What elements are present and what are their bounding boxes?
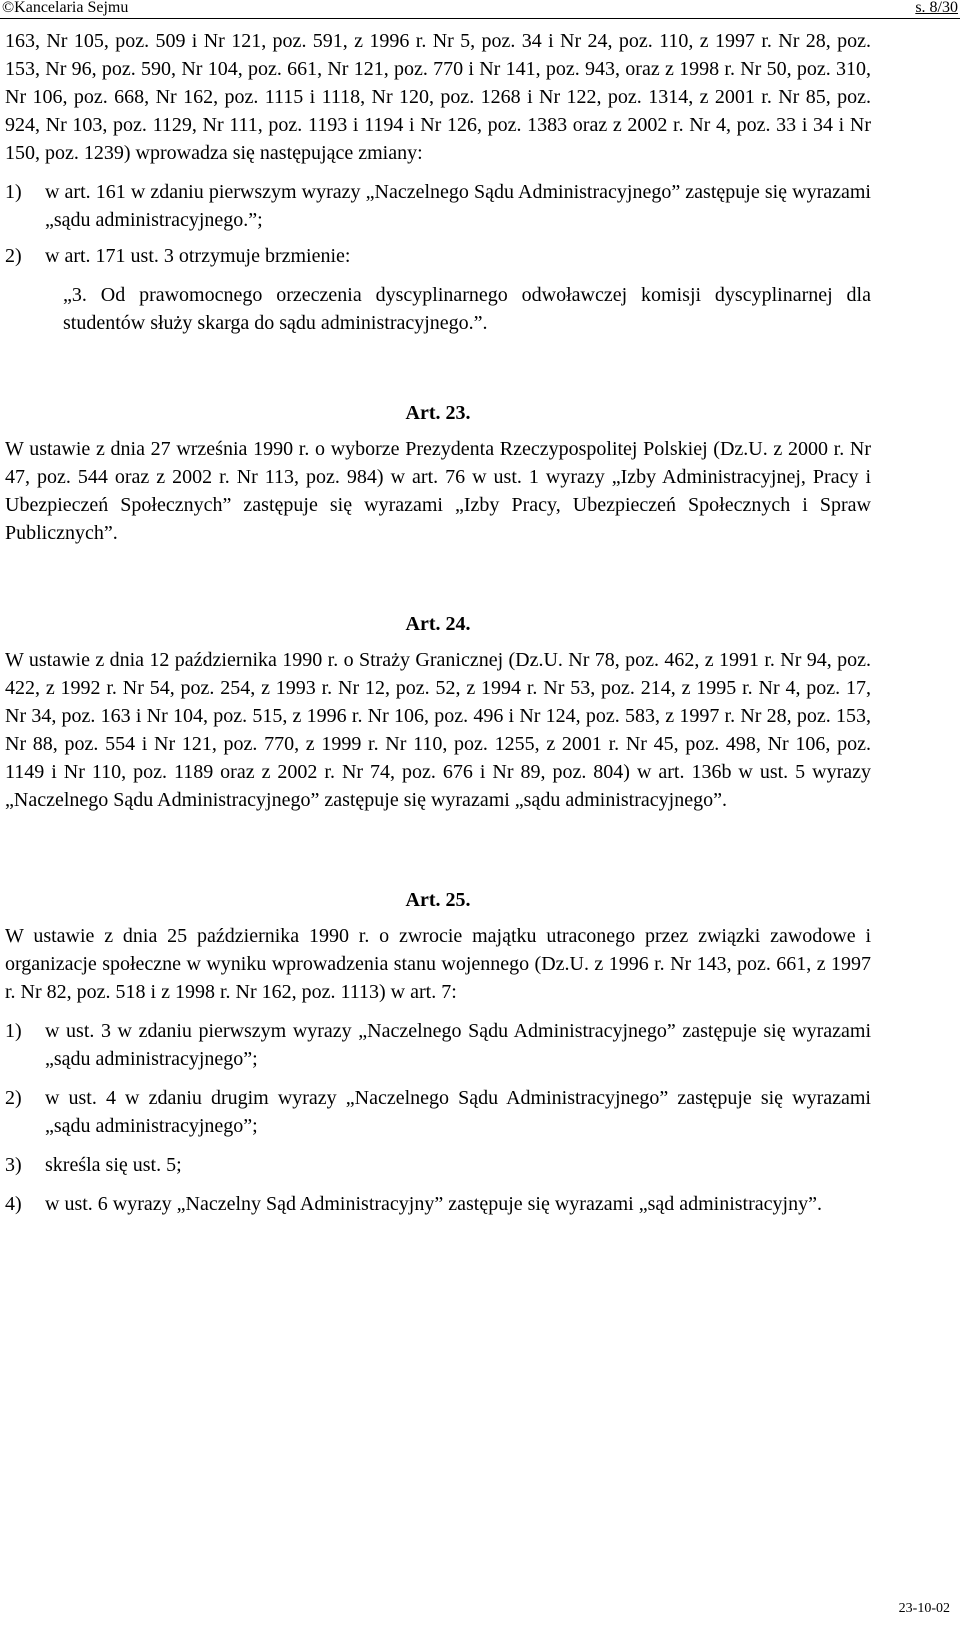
list-item <box>5 178 871 234</box>
article-23-text: W ustawie z dnia 27 września 1990 r. o wyborze Prezydenta Rzeczypospolitej Polskiej (Dz.U. z 2000 r. Nr 47, poz. 544 oraz z 2002 r. Nr 113, poz. 984) w art. 76 w ust. 1 wyrazy „Izby Administracyjnej, Pracy i Ubezpieczeń Społecznych” zastępuje się wyrazami „Izby Pracy, Ubezpieczeń Społecznych i Spraw Publicznych”. <box>5 438 871 544</box>
list-item <box>5 1190 871 1218</box>
list-item-number: 2) <box>5 1087 22 1109</box>
list-item-number: 2) <box>5 245 22 267</box>
list-item <box>5 1017 871 1073</box>
copyright-label: ©Kancelaria Sejmu <box>2 0 129 16</box>
list-item-number: 3) <box>5 1154 22 1176</box>
article-25-text: W ustawie z dnia 25 października 1990 r. o zwrocie majątku utraconego przez związki zawodowe i organizacje społeczne w wyniku wprowadzenia stanu wojennego (Dz.U. z 1996 r. Nr 143, poz. 661, z 1997 r. Nr 82, poz. 518 i z 1998 r. Nr 162, poz. 1113) w art. 7: <box>5 925 871 1003</box>
document-date: 23-10-02 <box>898 1601 950 1616</box>
list-item-text: w ust. 3 w zdaniu pierwszym wyrazy „Naczelnego Sądu Administracyjnego” zastępuje się wyrazami „sądu administracyjnego”; <box>45 1020 871 1070</box>
list-item <box>5 1084 871 1140</box>
list-item-text: w ust. 4 w zdaniu drugim wyrazy „Naczelnego Sądu Administracyjnego” zastępuje się wyrazami „sądu administracyjnego”; <box>45 1087 871 1137</box>
list-item-number: 1) <box>5 1020 22 1042</box>
list-item-number: 4) <box>5 1193 22 1215</box>
article-heading-23: Art. 23. <box>405 402 471 424</box>
article-heading-24: Art. 24. <box>405 613 471 635</box>
list-item-text: w art. 161 w zdaniu pierwszym wyrazy „Naczelnego Sądu Administracyjnego” zastępuje się wyrazami „sądu administracyjnego.”; <box>45 181 871 231</box>
list-item-number: 1) <box>5 181 22 203</box>
header-divider <box>0 18 960 19</box>
article-24-text: W ustawie z dnia 12 października 1990 r. o Straży Granicznej (Dz.U. Nr 78, poz. 462, z 1991 r. Nr 94, poz. 422, z 1992 r. Nr 54, poz. 254, z 1993 r. Nr 12, poz. 52, z 1994 r. Nr 53, poz. 214, z 1995 r. Nr 4, poz. 17, Nr 34, poz. 163 i Nr 104, poz. 515, z 1996 r. Nr 106, poz. 496 i Nr 124, poz. 583, z 1997 r. Nr 28, poz. 153, Nr 88, poz. 554 i Nr 121, poz. 770, z 1999 r. Nr 110, poz. 1255, z 2001 r. Nr 45, poz. 498, Nr 106, poz. 1149 i Nr 110, poz. 1189 oraz z 2002 r. Nr 74, poz. 676 i Nr 89, poz. 804) w art. 136b w ust. 5 wyrazy „Naczelnego Sądu Administracyjnego” zastępuje się wyrazami „sądu administracyjnego”. <box>5 649 871 811</box>
list-item-text: w art. 171 ust. 3 otrzymuje brzmienie: <box>45 245 351 267</box>
intro-paragraph: 163, Nr 105, poz. 509 i Nr 121, poz. 591, z 1996 r. Nr 5, poz. 34 i Nr 24, poz. 110, z 1997 r. Nr 28, poz. 153, Nr 96, poz. 590, Nr 104, poz. 661, Nr 121, poz. 770 i Nr 141, poz. 943, oraz z 1998 r. Nr 50, poz. 310, Nr 106, poz. 668, Nr 162, poz. 1115 i 1118, Nr 120, poz. 1268 i Nr 122, poz. 1314, z 2001 r. Nr 85, poz. 924, Nr 103, poz. 1129, Nr 111, poz. 1193 i 1194 i Nr 126, poz. 1383 oraz z 2002 r. Nr 4, poz. 33 i 34 i Nr 150, poz. 1239) wprowadza się następujące zmiany: <box>5 30 871 164</box>
page-header <box>0 0 960 22</box>
list-item-text: skreśla się ust. 5; <box>45 1154 182 1176</box>
list-item <box>5 242 871 270</box>
article-heading-25: Art. 25. <box>405 889 471 911</box>
document-body <box>5 27 871 1218</box>
list-item <box>5 1151 871 1179</box>
list-item-text: w ust. 6 wyrazy „Naczelny Sąd Administracyjny” zastępuje się wyrazami „sąd administracyjny”. <box>45 1193 822 1215</box>
page-number: s. 8/30 <box>915 0 958 16</box>
quoted-provision: „3. Od prawomocnego orzeczenia dyscyplinarnego odwoławczej komisji dyscyplinarnej dla studentów służy skarga do sądu administracyjnego.”. <box>63 284 871 334</box>
